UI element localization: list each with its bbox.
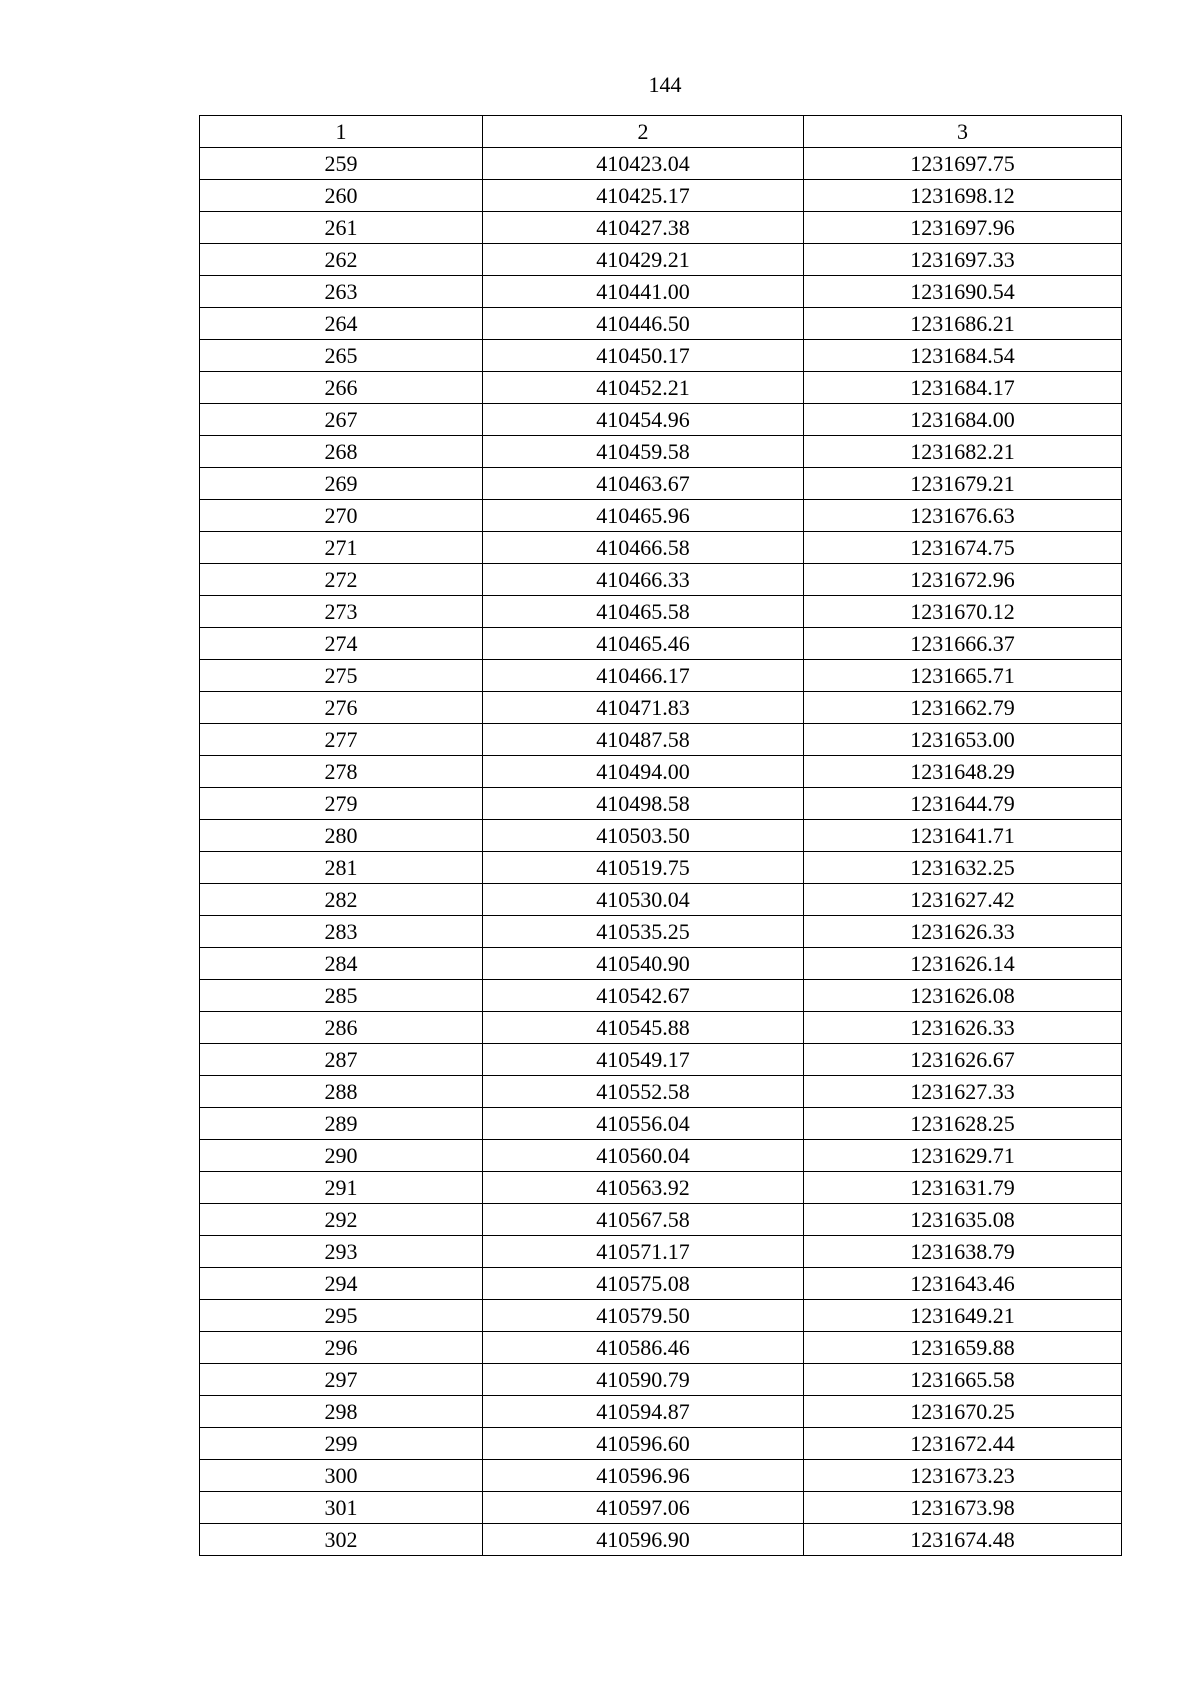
point-number-cell: 267 [200,404,483,436]
table-row [200,564,1122,596]
point-number-cell: 291 [200,1172,483,1204]
table-body [200,148,1122,1556]
table-row [200,1044,1122,1076]
table-row [200,660,1122,692]
y-coordinate-cell: 1231626.33 [804,1012,1122,1044]
table-row [200,1172,1122,1204]
table-row [200,1364,1122,1396]
point-number-cell: 262 [200,244,483,276]
point-number-cell: 278 [200,756,483,788]
point-number-cell: 266 [200,372,483,404]
x-coordinate-cell: 410596.60 [483,1428,804,1460]
y-coordinate-cell: 1231684.54 [804,340,1122,372]
table-row [200,308,1122,340]
x-coordinate-cell: 410466.33 [483,564,804,596]
table-row [200,404,1122,436]
y-coordinate-cell: 1231684.17 [804,372,1122,404]
point-number-cell: 261 [200,212,483,244]
table-row [200,1204,1122,1236]
x-coordinate-cell: 410594.87 [483,1396,804,1428]
x-coordinate-cell: 410454.96 [483,404,804,436]
table-row [200,500,1122,532]
y-coordinate-cell: 1231635.08 [804,1204,1122,1236]
x-coordinate-cell: 410503.50 [483,820,804,852]
y-coordinate-cell: 1231666.37 [804,628,1122,660]
y-coordinate-cell: 1231662.79 [804,692,1122,724]
x-coordinate-cell: 410465.46 [483,628,804,660]
table-header-row [200,116,1122,148]
x-coordinate-cell: 410459.58 [483,436,804,468]
x-coordinate-cell: 410466.17 [483,660,804,692]
point-number-cell: 298 [200,1396,483,1428]
point-number-cell: 271 [200,532,483,564]
table-row [200,692,1122,724]
y-coordinate-cell: 1231673.23 [804,1460,1122,1492]
point-number-cell: 268 [200,436,483,468]
y-coordinate-cell: 1231626.08 [804,980,1122,1012]
point-number-cell: 284 [200,948,483,980]
y-coordinate-cell: 1231626.33 [804,916,1122,948]
table-row [200,1268,1122,1300]
y-coordinate-cell: 1231643.46 [804,1268,1122,1300]
table-row [200,1236,1122,1268]
point-number-cell: 276 [200,692,483,724]
x-coordinate-cell: 410560.04 [483,1140,804,1172]
y-coordinate-cell: 1231670.12 [804,596,1122,628]
point-number-cell: 275 [200,660,483,692]
point-number-cell: 290 [200,1140,483,1172]
table-row [200,596,1122,628]
table-row [200,1012,1122,1044]
x-coordinate-cell: 410540.90 [483,948,804,980]
table-row [200,532,1122,564]
y-coordinate-cell: 1231672.44 [804,1428,1122,1460]
x-coordinate-cell: 410567.58 [483,1204,804,1236]
point-number-cell: 259 [200,148,483,180]
table-row [200,1076,1122,1108]
table-row [200,1300,1122,1332]
y-coordinate-cell: 1231679.21 [804,468,1122,500]
x-coordinate-cell: 410429.21 [483,244,804,276]
table-row [200,340,1122,372]
point-number-cell: 260 [200,180,483,212]
y-coordinate-cell: 1231665.58 [804,1364,1122,1396]
y-coordinate-cell: 1231644.79 [804,788,1122,820]
y-coordinate-cell: 1231673.98 [804,1492,1122,1524]
y-coordinate-cell: 1231649.21 [804,1300,1122,1332]
table-row [200,1428,1122,1460]
y-coordinate-cell: 1231674.75 [804,532,1122,564]
point-number-cell: 282 [200,884,483,916]
table-row [200,948,1122,980]
y-coordinate-cell: 1231665.71 [804,660,1122,692]
table-row [200,1140,1122,1172]
point-number-cell: 285 [200,980,483,1012]
y-coordinate-cell: 1231684.00 [804,404,1122,436]
x-coordinate-cell: 410425.17 [483,180,804,212]
table-row [200,1524,1122,1556]
table-row [200,436,1122,468]
x-coordinate-cell: 410466.58 [483,532,804,564]
table-row [200,980,1122,1012]
y-coordinate-cell: 1231672.96 [804,564,1122,596]
point-number-cell: 288 [200,1076,483,1108]
header-cell-1: 1 [200,116,483,148]
point-number-cell: 281 [200,852,483,884]
point-number-cell: 269 [200,468,483,500]
x-coordinate-cell: 410535.25 [483,916,804,948]
x-coordinate-cell: 410446.50 [483,308,804,340]
x-coordinate-cell: 410498.58 [483,788,804,820]
table-row [200,1396,1122,1428]
table-row [200,244,1122,276]
table-row [200,916,1122,948]
x-coordinate-cell: 410556.04 [483,1108,804,1140]
y-coordinate-cell: 1231686.21 [804,308,1122,340]
y-coordinate-cell: 1231698.12 [804,180,1122,212]
point-number-cell: 273 [200,596,483,628]
point-number-cell: 293 [200,1236,483,1268]
point-number-cell: 274 [200,628,483,660]
table-row [200,180,1122,212]
x-coordinate-cell: 410563.92 [483,1172,804,1204]
y-coordinate-cell: 1231674.48 [804,1524,1122,1556]
coordinates-table [199,115,1122,1556]
table-row [200,1332,1122,1364]
x-coordinate-cell: 410452.21 [483,372,804,404]
x-coordinate-cell: 410590.79 [483,1364,804,1396]
point-number-cell: 297 [200,1364,483,1396]
table-row [200,852,1122,884]
point-number-cell: 302 [200,1524,483,1556]
y-coordinate-cell: 1231627.42 [804,884,1122,916]
y-coordinate-cell: 1231626.67 [804,1044,1122,1076]
x-coordinate-cell: 410552.58 [483,1076,804,1108]
point-number-cell: 286 [200,1012,483,1044]
table-row [200,1492,1122,1524]
point-number-cell: 280 [200,820,483,852]
header-cell-3: 3 [804,116,1122,148]
x-coordinate-cell: 410542.67 [483,980,804,1012]
point-number-cell: 277 [200,724,483,756]
table-row [200,148,1122,180]
table-row [200,212,1122,244]
x-coordinate-cell: 410441.00 [483,276,804,308]
point-number-cell: 295 [200,1300,483,1332]
point-number-cell: 296 [200,1332,483,1364]
x-coordinate-cell: 410549.17 [483,1044,804,1076]
y-coordinate-cell: 1231626.14 [804,948,1122,980]
point-number-cell: 272 [200,564,483,596]
point-number-cell: 300 [200,1460,483,1492]
y-coordinate-cell: 1231676.63 [804,500,1122,532]
y-coordinate-cell: 1231697.96 [804,212,1122,244]
x-coordinate-cell: 410597.06 [483,1492,804,1524]
y-coordinate-cell: 1231648.29 [804,756,1122,788]
point-number-cell: 299 [200,1428,483,1460]
x-coordinate-cell: 410494.00 [483,756,804,788]
y-coordinate-cell: 1231682.21 [804,436,1122,468]
y-coordinate-cell: 1231632.25 [804,852,1122,884]
point-number-cell: 264 [200,308,483,340]
x-coordinate-cell: 410463.67 [483,468,804,500]
y-coordinate-cell: 1231670.25 [804,1396,1122,1428]
y-coordinate-cell: 1231690.54 [804,276,1122,308]
y-coordinate-cell: 1231653.00 [804,724,1122,756]
point-number-cell: 301 [200,1492,483,1524]
x-coordinate-cell: 410423.04 [483,148,804,180]
x-coordinate-cell: 410530.04 [483,884,804,916]
point-number-cell: 283 [200,916,483,948]
page-number: 144 [648,72,682,97]
point-number-cell: 265 [200,340,483,372]
x-coordinate-cell: 410471.83 [483,692,804,724]
x-coordinate-cell: 410575.08 [483,1268,804,1300]
y-coordinate-cell: 1231631.79 [804,1172,1122,1204]
x-coordinate-cell: 410571.17 [483,1236,804,1268]
table-row [200,1108,1122,1140]
y-coordinate-cell: 1231638.79 [804,1236,1122,1268]
table-row [200,756,1122,788]
x-coordinate-cell: 410465.58 [483,596,804,628]
x-coordinate-cell: 410596.96 [483,1460,804,1492]
y-coordinate-cell: 1231641.71 [804,820,1122,852]
x-coordinate-cell: 410586.46 [483,1332,804,1364]
x-coordinate-cell: 410487.58 [483,724,804,756]
x-coordinate-cell: 410596.90 [483,1524,804,1556]
y-coordinate-cell: 1231659.88 [804,1332,1122,1364]
x-coordinate-cell: 410579.50 [483,1300,804,1332]
table-row [200,468,1122,500]
x-coordinate-cell: 410545.88 [483,1012,804,1044]
x-coordinate-cell: 410427.38 [483,212,804,244]
point-number-cell: 292 [200,1204,483,1236]
point-number-cell: 287 [200,1044,483,1076]
point-number-cell: 263 [200,276,483,308]
point-number-cell: 294 [200,1268,483,1300]
y-coordinate-cell: 1231628.25 [804,1108,1122,1140]
table-row [200,820,1122,852]
header-cell-2: 2 [483,116,804,148]
table-row [200,724,1122,756]
point-number-cell: 270 [200,500,483,532]
y-coordinate-cell: 1231627.33 [804,1076,1122,1108]
table-row [200,628,1122,660]
table-row [200,372,1122,404]
table-row [200,1460,1122,1492]
table-row [200,276,1122,308]
y-coordinate-cell: 1231629.71 [804,1140,1122,1172]
point-number-cell: 279 [200,788,483,820]
y-coordinate-cell: 1231697.75 [804,148,1122,180]
y-coordinate-cell: 1231697.33 [804,244,1122,276]
x-coordinate-cell: 410465.96 [483,500,804,532]
table-row [200,884,1122,916]
table-row [200,788,1122,820]
x-coordinate-cell: 410450.17 [483,340,804,372]
point-number-cell: 289 [200,1108,483,1140]
x-coordinate-cell: 410519.75 [483,852,804,884]
